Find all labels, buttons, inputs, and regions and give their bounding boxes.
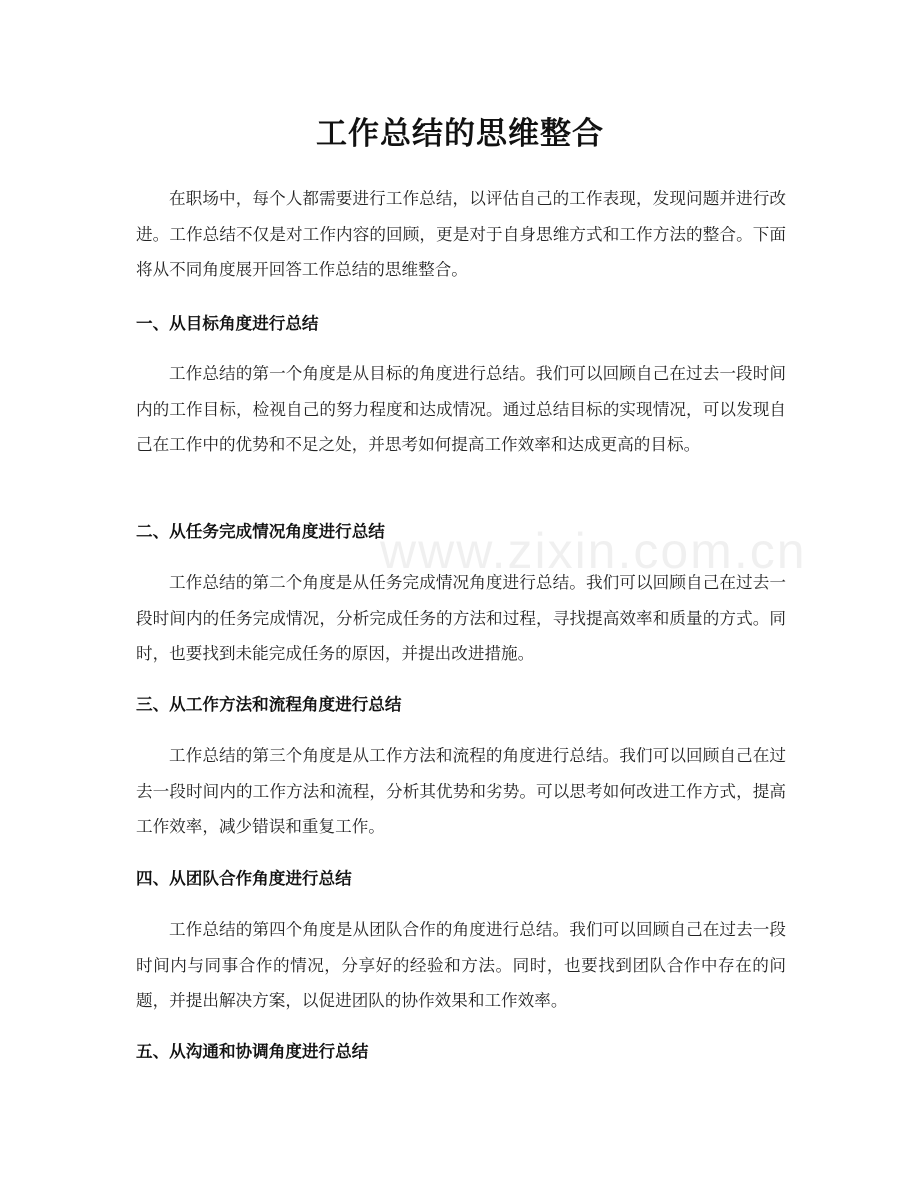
section-3-heading: 三、从工作方法和流程角度进行总结: [136, 695, 402, 714]
section-2-heading: 二、从任务完成情况角度进行总结: [136, 522, 385, 541]
page-title: 工作总结的思维整合: [316, 116, 604, 152]
section-5-heading: 五、从沟通和协调角度进行总结: [136, 1042, 369, 1061]
intro-paragraph: 在职场中，每个人都需要进行工作总结，以评估自己的工作表现，发现问题并进行改进。工作总结不仅是对工作内容的回顾，更是对于自身思维方式和工作方法的整合。下面将从不同角度展开回答工作总结的思维整合。: [136, 189, 786, 279]
section-1-body: 工作总结的第一个角度是从目标的角度进行总结。我们可以回顾自己在过去一段时间内的工作目标，检视自己的努力程度和达成情况。通过总结目标的实现情况，可以发现自己在工作中的优势和不足之处，并思考如何提高工作效率和达成更高的目标。: [136, 364, 786, 454]
watermark: www.zixin.com.cn: [380, 523, 807, 579]
section-1-heading: 一、从目标角度进行总结: [136, 314, 319, 333]
section-2-body: 工作总结的第二个角度是从任务完成情况角度进行总结。我们可以回顾自己在过去一段时间内的任务完成情况，分析完成任务的方法和过程，寻找提高效率和质量的方式。同时，也要找到未能完成任务的原因，并提出改进措施。: [136, 573, 786, 663]
section-4-heading: 四、从团队合作角度进行总结: [136, 869, 352, 888]
section-3-body: 工作总结的第三个角度是从工作方法和流程的角度进行总结。我们可以回顾自己在过去一段时间内的工作方法和流程，分析其优势和劣势。可以思考如何改进工作方式，提高工作效率，减少错误和重复工作。: [136, 746, 786, 836]
section-4-body: 工作总结的第四个角度是从团队合作的角度进行总结。我们可以回顾自己在过去一段时间内与同事合作的情况，分享好的经验和方法。同时，也要找到团队合作中存在的问题，并提出解决方案，以促进团队的协作效果和工作效率。: [136, 920, 786, 1010]
